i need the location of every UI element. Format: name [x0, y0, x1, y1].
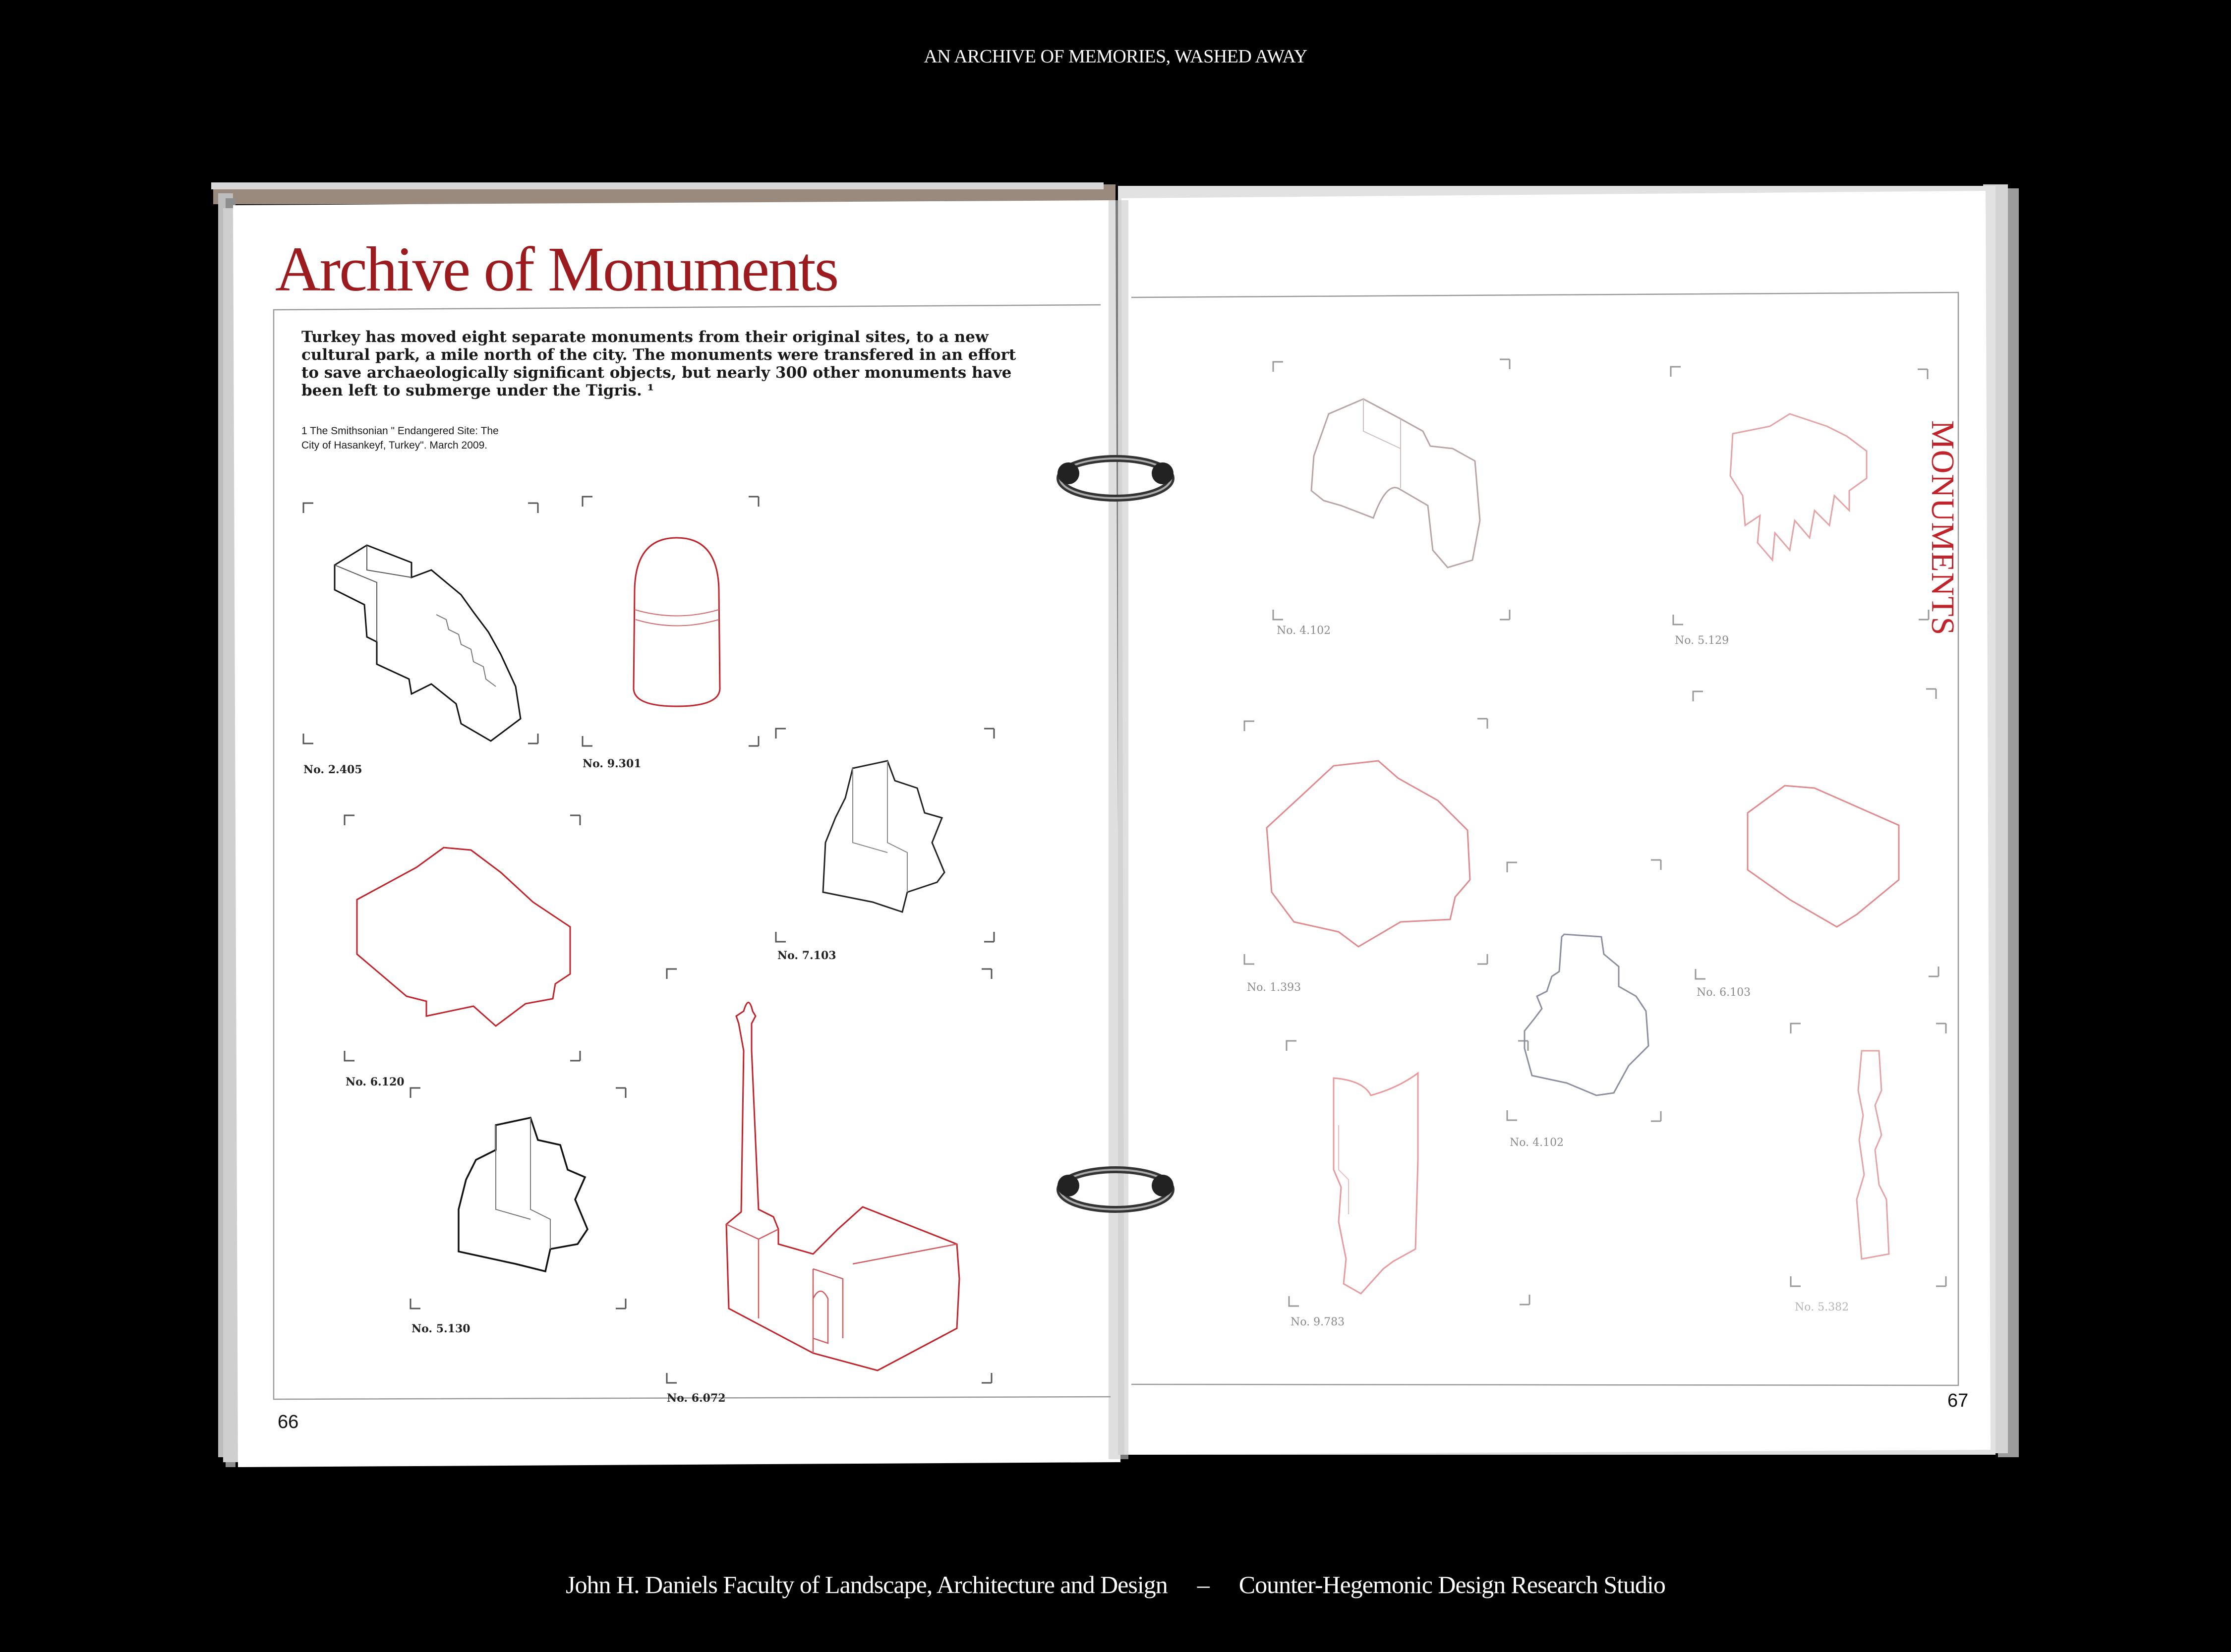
footnote: 1 The Smithsonian " Endangered Site: The City of Hasankeyf, Turkey". March 2009.: [301, 425, 499, 451]
monument-label-5130: No. 5.130: [411, 1322, 470, 1335]
monument-label-1393: No. 1.393: [1247, 981, 1301, 994]
section-title-vertical: MONUMENTS: [1925, 420, 1961, 636]
intro-paragraph: Turkey has moved eight separate monuments from their original sites, to a new cultural park, a mile north of the city. The monuments were transfered in an effort to save archaeologically significant objects, but nearly 300 other monuments have been left to submerge under the Tigris. ¹: [301, 328, 1016, 399]
footer-caption: [0, 1570, 2231, 1599]
monument-label-6120: No. 6.120: [346, 1076, 405, 1088]
monument-label-4102b: No. 4.102: [1510, 1137, 1564, 1149]
page-number-left: 66: [278, 1412, 299, 1432]
monument-label-5382: No. 5.382: [1795, 1301, 1849, 1313]
monument-label-6103: No. 6.103: [1697, 986, 1751, 999]
monument-label-5129: No. 5.129: [1675, 634, 1729, 647]
footer-studio: Counter-Hegemonic Design Research Studio: [1238, 1571, 1665, 1598]
header-title: AN ARCHIVE OF MEMORIES, WASHED AWAY: [924, 46, 1307, 67]
footer-faculty: John H. Daniels Faculty of Landscape, Architecture and Design: [566, 1571, 1168, 1598]
monument-label-4102a: No. 4.102: [1277, 625, 1331, 637]
monument-label-7103: No. 7.103: [777, 949, 836, 962]
page-number-right: 67: [1947, 1390, 1969, 1411]
monument-label-6072: No. 6.072: [667, 1392, 726, 1405]
right-page: [1121, 191, 1991, 1455]
monument-label-2405: No. 2.405: [303, 763, 362, 776]
footer-separator: –: [1197, 1571, 1209, 1598]
monument-label-9301: No. 9.301: [583, 757, 642, 770]
page-title: Archive of Monuments: [275, 234, 838, 304]
monument-label-9783: No. 9.783: [1291, 1316, 1345, 1328]
